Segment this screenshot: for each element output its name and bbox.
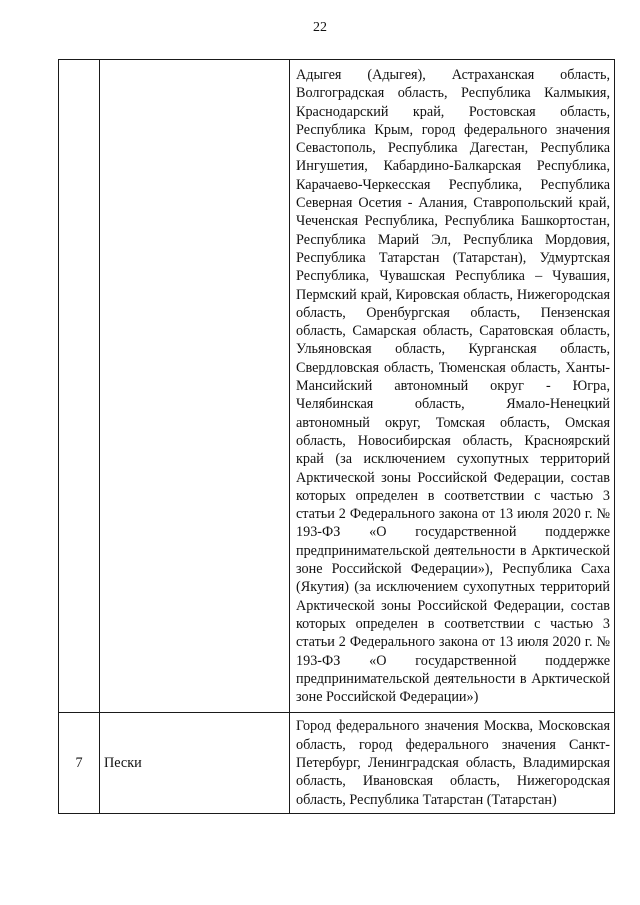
row-regions-cell: Город федерального значения Москва, Московская область, город федерального значения Санкт-Петербург, Ленинградская область, Владимирская область, Ивановская область, Нижегородская область, Республика Татарстан (Татарстан)	[290, 713, 615, 813]
row-regions-cell: Адыгея (Адыгея), Астраханская область, Волгоградская область, Республика Калмыкия, Краснодарский край, Ростовская область, Республика Крым, город федерального значения Севастополь, Республика Дагестан, Республика Ингушетия, Кабардино-Балкарская Республика, Карачаево-Черкесская Республика, Республика Северная Осетия - Алания, Ставропольский край, Чеченская Республика, Республика Башкортостан, Республика Марий Эл, Республика Мордовия, Республика Татарстан (Татарстан), Удмуртская Республика, Чувашская Республика – Чувашия, Пермский край, Кировская область, Нижегородская область, Оренбургская область, Пензенская область, Самарская область, Саратовская область, Ульяновская область, Курганская область, Свердловская область, Тюменская область, Ханты-Мансийский автономный округ - Югра, Челябинская область, Ямало-Ненецкий автономный округ, Томская область, Омская область, Новосибирская область, Красноярский край (за исключением сухопутных территорий Арктической зоны Российской Федерации, состав которых определен в соответствии с частью 3 статьи 2 Федерального закона от 13 июля 2020 г. № 193-ФЗ «О государственной поддержке предпринимательской деятельности в Арктической зоне Российской Федерации»), Республика Саха (Якутия) (за исключением сухопутных территорий Арктической зоны Российской Федерации, состав которых определен в соответствии с частью 3 статьи 2 Федерального закона от 13 июля 2020 г. № 193-ФЗ «О государственной поддержке предпринимательской деятельности в Арктической зоне Российской Федерации»)	[290, 60, 615, 713]
page-number: 22	[313, 20, 327, 35]
row-name-cell: Пески	[100, 713, 290, 813]
row-number-cell: 7	[59, 713, 100, 813]
row-name-cell	[100, 60, 290, 713]
table-row	[59, 713, 615, 813]
regions-table	[58, 59, 615, 814]
row-number-cell	[59, 60, 100, 713]
table-row	[59, 60, 615, 713]
